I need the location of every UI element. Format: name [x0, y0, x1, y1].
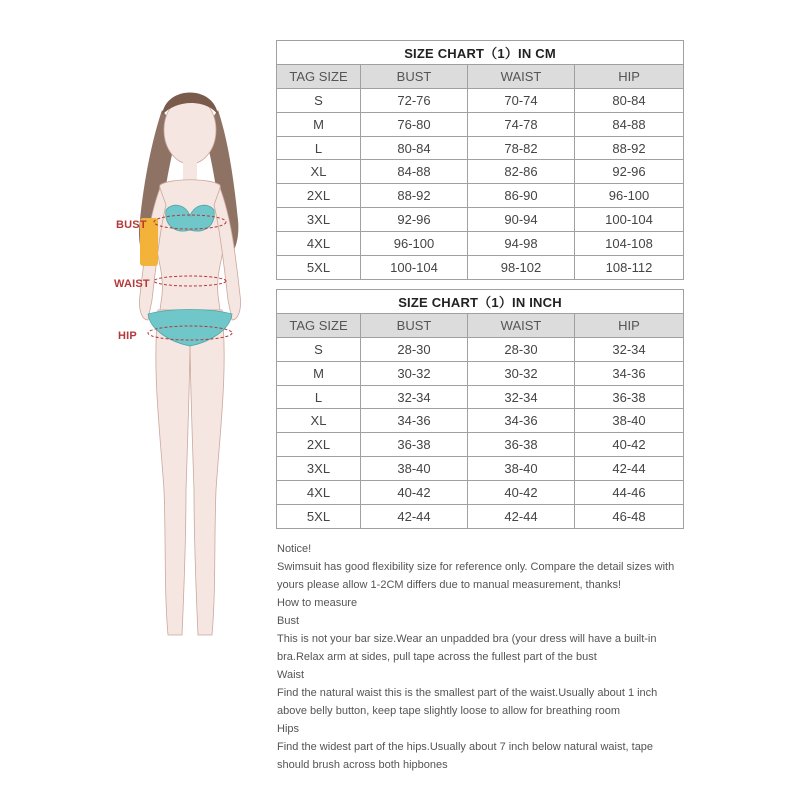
cm-header-waist: WAIST	[468, 64, 575, 88]
size-cell: L	[277, 385, 361, 409]
waist-cell: 98-102	[468, 256, 575, 280]
hip-label: HIP	[118, 330, 137, 342]
hip-cell: 42-44	[575, 457, 684, 481]
bust-cell: 38-40	[361, 457, 468, 481]
waist-cell: 94-98	[468, 232, 575, 256]
table-row	[277, 409, 684, 433]
waist-cell: 70-74	[468, 88, 575, 112]
size-cell: XL	[277, 409, 361, 433]
size-cell: 3XL	[277, 208, 361, 232]
hip-cell: 100-104	[575, 208, 684, 232]
notes-subheading: Bust	[277, 615, 300, 627]
hip-cell: 32-34	[575, 337, 684, 361]
waist-cell: 28-30	[468, 337, 575, 361]
waist-cell: 36-38	[468, 433, 575, 457]
notes-line: should brush across both hipbones	[277, 759, 448, 771]
table-row	[277, 136, 684, 160]
inch-header-bust: BUST	[361, 313, 468, 337]
inch-table-title: SIZE CHART（1）IN INCH	[277, 290, 684, 314]
inch-table-header-row	[277, 313, 684, 337]
bust-cell: 84-88	[361, 160, 468, 184]
size-cell: S	[277, 337, 361, 361]
table-row	[277, 112, 684, 136]
table-row	[277, 160, 684, 184]
table-row	[277, 481, 684, 505]
notes-heading: Notice!	[277, 543, 312, 555]
cm-table-header-row	[277, 64, 684, 88]
hip-cell: 84-88	[575, 112, 684, 136]
table-row	[277, 88, 684, 112]
waist-cell: 78-82	[468, 136, 575, 160]
inch-header-waist: WAIST	[468, 313, 575, 337]
notes-line: bra.Relax arm at sides, pull tape across the fullest part of the bust	[277, 651, 597, 663]
size-cell: 2XL	[277, 433, 361, 457]
hip-cell: 46-48	[575, 505, 684, 529]
bust-cell: 42-44	[361, 505, 468, 529]
waist-cell: 40-42	[468, 481, 575, 505]
measurement-notes	[277, 540, 707, 774]
size-chart-inch-table	[276, 289, 684, 529]
bust-cell: 34-36	[361, 409, 468, 433]
bust-cell: 40-42	[361, 481, 468, 505]
waist-cell: 34-36	[468, 409, 575, 433]
notes-line: Find the widest part of the hips.Usually about 7 inch below natural waist, tape	[277, 741, 654, 753]
bust-cell: 72-76	[361, 88, 468, 112]
hip-cell: 38-40	[575, 409, 684, 433]
bust-cell: 92-96	[361, 208, 468, 232]
size-cell: 5XL	[277, 256, 361, 280]
hip-cell: 92-96	[575, 160, 684, 184]
waist-cell: 32-34	[468, 385, 575, 409]
cm-header-bust: BUST	[361, 64, 468, 88]
table-row	[277, 385, 684, 409]
waist-cell: 38-40	[468, 457, 575, 481]
hip-cell: 88-92	[575, 136, 684, 160]
size-cell: S	[277, 88, 361, 112]
table-row	[277, 337, 684, 361]
hip-cell: 104-108	[575, 232, 684, 256]
size-cell: 2XL	[277, 184, 361, 208]
table-row	[277, 433, 684, 457]
hip-cell: 80-84	[575, 88, 684, 112]
table-row	[277, 184, 684, 208]
size-cell: XL	[277, 160, 361, 184]
size-cell: M	[277, 112, 361, 136]
hip-cell: 40-42	[575, 433, 684, 457]
bust-cell: 76-80	[361, 112, 468, 136]
cm-header-hip: HIP	[575, 64, 684, 88]
waist-cell: 86-90	[468, 184, 575, 208]
table-row	[277, 457, 684, 481]
table-row	[277, 361, 684, 385]
bust-cell: 96-100	[361, 232, 468, 256]
waist-cell: 74-78	[468, 112, 575, 136]
inch-header-hip: HIP	[575, 313, 684, 337]
bust-cell: 36-38	[361, 433, 468, 457]
cm-table-title: SIZE CHART（1）IN CM	[277, 41, 684, 65]
bust-label: BUST	[116, 219, 147, 231]
size-cell: 3XL	[277, 457, 361, 481]
hip-cell: 34-36	[575, 361, 684, 385]
bust-cell: 100-104	[361, 256, 468, 280]
notes-line: Find the natural waist this is the smallest part of the waist.Usually about 1 inch	[277, 687, 658, 699]
waist-label: WAIST	[114, 278, 150, 290]
size-cell: 4XL	[277, 481, 361, 505]
waist-cell: 30-32	[468, 361, 575, 385]
waist-cell: 42-44	[468, 505, 575, 529]
notes-subheading: How to measure	[277, 597, 358, 609]
size-cell: M	[277, 361, 361, 385]
notes-line: yours please allow 1-2CM differs due to manual measurement, thanks!	[277, 579, 622, 591]
bust-cell: 80-84	[361, 136, 468, 160]
hip-cell: 96-100	[575, 184, 684, 208]
model-illustration	[100, 70, 280, 660]
notes-subheading: Hips	[277, 723, 300, 735]
hip-cell: 36-38	[575, 385, 684, 409]
size-cell: 5XL	[277, 505, 361, 529]
bust-cell: 28-30	[361, 337, 468, 361]
waist-cell: 82-86	[468, 160, 575, 184]
inch-header-tag-size: TAG SIZE	[277, 313, 361, 337]
size-cell: 4XL	[277, 232, 361, 256]
notes-line: Swimsuit has good flexibility size for reference only. Compare the detail sizes with	[277, 561, 675, 573]
waist-cell: 90-94	[468, 208, 575, 232]
bust-cell: 32-34	[361, 385, 468, 409]
notes-line: This is not your bar size.Wear an unpadded bra (your dress will have a built-in	[277, 633, 657, 645]
notes-subheading: Waist	[277, 669, 305, 681]
bust-cell: 88-92	[361, 184, 468, 208]
hip-cell: 44-46	[575, 481, 684, 505]
torso-shape	[154, 180, 226, 310]
table-row	[277, 256, 684, 280]
bust-cell: 30-32	[361, 361, 468, 385]
notes-line: above belly button, keep tape slightly loose to allow for breathing room	[277, 705, 621, 717]
table-row	[277, 505, 684, 529]
table-row	[277, 208, 684, 232]
size-chart-cm-table	[276, 40, 684, 280]
cm-header-tag-size: TAG SIZE	[277, 64, 361, 88]
table-row	[277, 232, 684, 256]
legs-shape	[156, 310, 224, 635]
hip-cell: 108-112	[575, 256, 684, 280]
size-cell: L	[277, 136, 361, 160]
